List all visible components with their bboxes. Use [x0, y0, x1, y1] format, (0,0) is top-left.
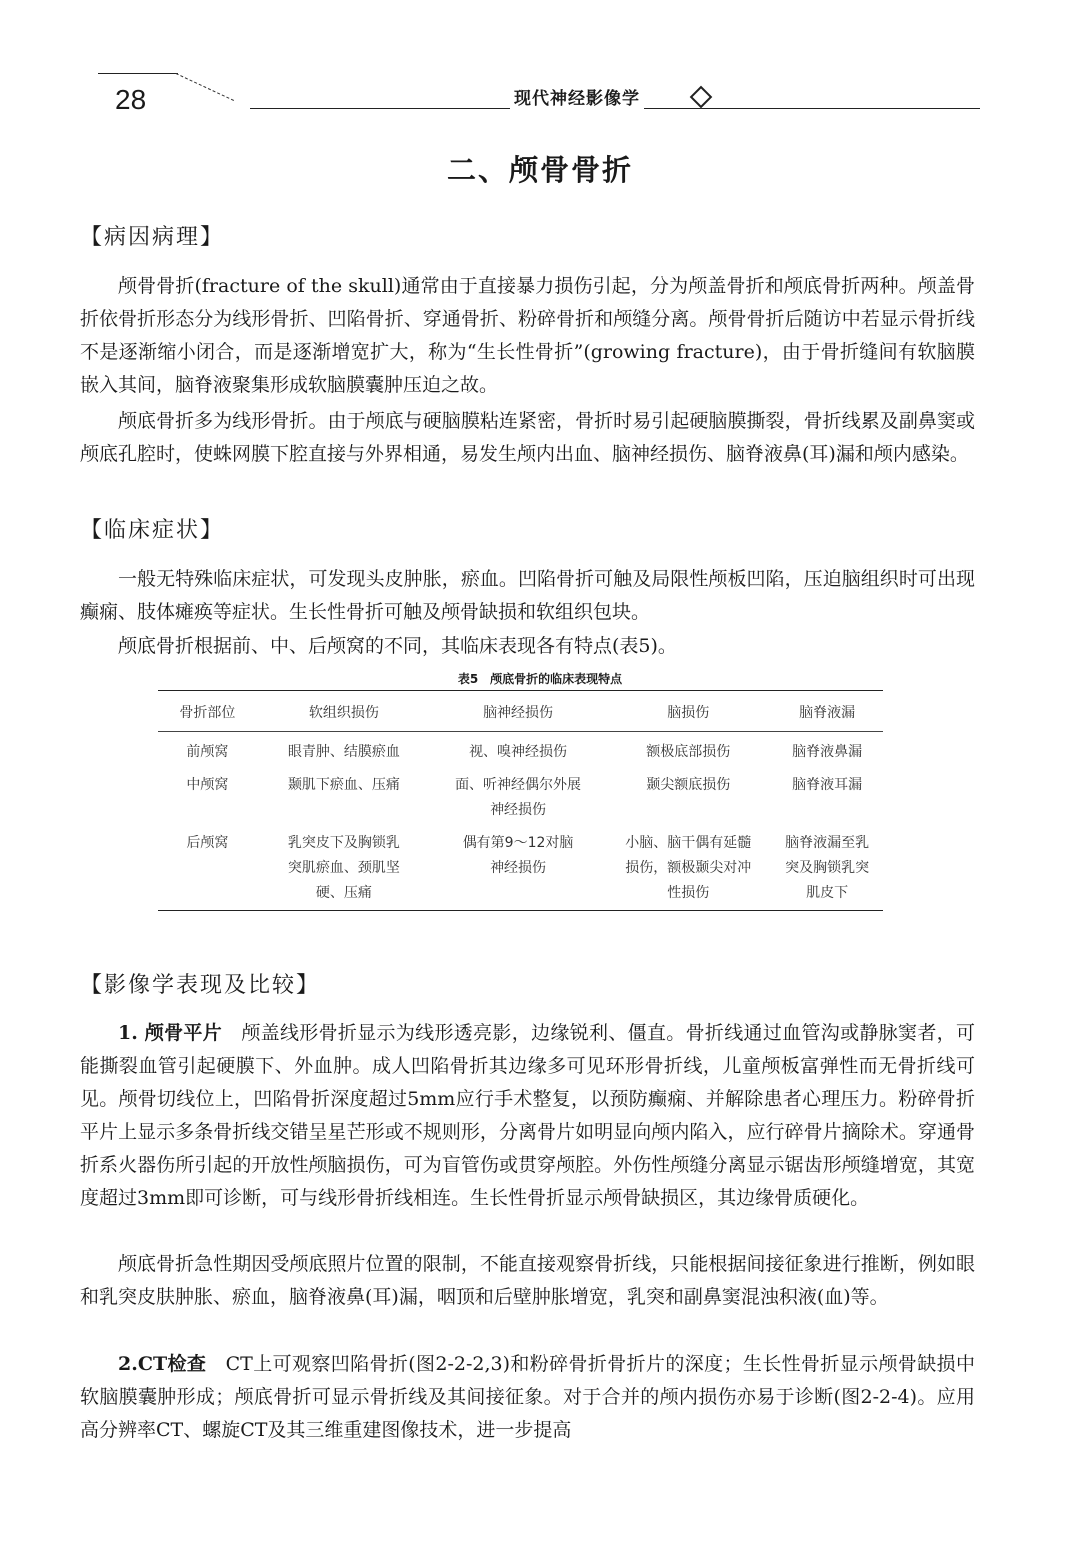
- paragraph-text: 颅盖线形骨折显示为线形透亮影，边缘锐利、僵直。骨折线通过血管沟或静脉窦者，可能撕裂血管引起硬膜下、外血肿。成人凹陷骨折其边缘多可见环形骨折线，儿童颅板富弹性而无骨折线可见。颅骨切线位上，凹陷骨折深度超过5mm应行手术整复，以预防癫痫、并解除患者心理压力。粉碎骨折平片上显示多条骨折线交错呈星芒形或不规则形，分离骨片如明显向颅内陷入，应行碎骨片摘除术。穿通骨折系火器伤所引起的开放性颅脑损伤，可为盲管伤或贯穿颅腔。外伤性颅缝分离显示锯齿形颅缝增宽，其宽度超过3mm即可诊断，可与线形骨折线相连。生长性骨折显示颅骨缺损区，其边缘骨质硬化。: [80, 1022, 975, 1209]
- subsection-label-ct: 2.CT检查: [118, 1353, 207, 1375]
- paragraph-imaging-skull-base: 颅底骨折急性期因受颅底照片位置的限制，不能直接观察骨折线，只能根据间接征象进行推断，例如眼和乳突皮肤肿胀、瘀血，脑脊液鼻(耳)漏，咽顶和后壁肿胀增宽，乳突和副鼻窦混浊积液(血)等。: [80, 1253, 975, 1308]
- table-caption: 表5 颅底骨折的临床表现特点: [457, 672, 623, 686]
- table-cell: 乳突皮下及胸锁乳突肌瘀血、颈肌坚硬、压痛: [287, 835, 400, 901]
- table-row: [158, 827, 883, 911]
- header-rule-diagonal: [176, 73, 234, 101]
- table-cell: 中颅窝: [186, 777, 229, 793]
- table-cell: 偶有第9～12对脑神经损伤: [462, 835, 574, 876]
- table-row: [158, 769, 883, 827]
- table-cell: 颞尖额底损伤: [646, 777, 731, 793]
- page-number: 28: [115, 84, 147, 115]
- paragraph-text: CT上可观察凹陷骨折(图2-2-2,3)和粉碎骨折骨折片的深度；生长性骨折显示颅骨缺损中软脑膜囊肿形成；颅底骨折可显示骨折线及其间接征象。对于合并的颅内损伤亦易于诊断(图2-2-4)。应用高分辨率CT、螺旋CT及其三维重建图像技术，进一步提高: [80, 1353, 975, 1441]
- paragraph-imaging-ct: [80, 1348, 975, 1447]
- paragraph-clinical-2: 颅底骨折根据前、中、后颅窝的不同，其临床表现各有特点(表5)。: [118, 635, 677, 657]
- table-header-cell: 脑脊液漏: [799, 705, 856, 721]
- table-cell: 颞肌下瘀血、压痛: [287, 777, 400, 793]
- clinical-features-table: [158, 690, 883, 911]
- table-header-cell: 脑神经损伤: [483, 705, 554, 721]
- header-rule-left: [98, 73, 178, 74]
- table-cell: 额极底部损伤: [646, 744, 731, 760]
- table-cell: 后颅窝: [186, 835, 229, 851]
- table-cell: 眼青肿、结膜瘀血: [287, 744, 400, 760]
- table-cell: 面、听神经偶尔外展神经损伤: [455, 777, 582, 818]
- table-row: [158, 732, 883, 770]
- table-cell: 小脑、脑干偶有延髓损伤，额极颞尖对冲性损伤: [625, 835, 752, 901]
- table-cell: 脑脊液漏至乳突及胸锁乳突肌皮下: [785, 835, 870, 901]
- table-header-cell: 软组织损伤: [308, 705, 379, 721]
- paragraph-imaging-plain-film: [80, 1017, 975, 1215]
- diamond-ornament-icon: [690, 86, 713, 109]
- chapter-title: 二、颅骨骨折: [446, 153, 633, 187]
- running-title: 现代神经影像学: [510, 84, 644, 109]
- section-heading-imaging: 【影像学表现及比较】: [80, 973, 321, 998]
- paragraph-clinical-1: 一般无特殊临床症状，可发现头皮肿胀，瘀血。凹陷骨折可触及局限性颅板凹陷，压迫脑组织时可出现癫痫、肢体瘫痪等症状。生长性骨折可触及颅骨缺损和软组织包块。: [80, 568, 975, 623]
- table-header-row: [158, 691, 883, 732]
- subsection-label-plain-film: 1. 颅骨平片: [118, 1022, 223, 1044]
- table-cell: 脑脊液耳漏: [792, 777, 863, 793]
- section-heading-etiology: 【病因病理】: [80, 225, 225, 250]
- paragraph-etiology-2: 颅底骨折多为线形骨折。由于颅底与硬脑膜粘连紧密，骨折时易引起硬脑膜撕裂，骨折线累及副鼻窦或颅底孔腔时，使蛛网膜下腔直接与外界相通，易发生颅内出血、脑神经损伤、脑脊液鼻(耳)漏和颅内感染。: [80, 410, 975, 465]
- table-header-cell: 骨折部位: [179, 705, 236, 721]
- section-heading-clinical: 【临床症状】: [80, 518, 225, 543]
- table-cell: 视、嗅神经损伤: [469, 744, 568, 760]
- table-header-cell: 脑损伤: [667, 705, 710, 721]
- table-cell: 前颅窝: [186, 744, 229, 760]
- table-cell: 脑脊液鼻漏: [792, 744, 863, 760]
- paragraph-etiology-1: 颅骨骨折(fracture of the skull)通常由于直接暴力损伤引起，分为颅盖骨折和颅底骨折两种。颅盖骨折依骨折形态分为线形骨折、凹陷骨折、穿通骨折、粉碎骨折和颅缝分离。颅骨骨折后随访中若显示骨折线不是逐渐缩小闭合，而是逐渐增宽扩大，称为“生长性骨折”(growing fracture)，由于骨折缝间有软脑膜嵌入其间，脑脊液聚集形成软脑膜囊肿压迫之故。: [80, 275, 975, 396]
